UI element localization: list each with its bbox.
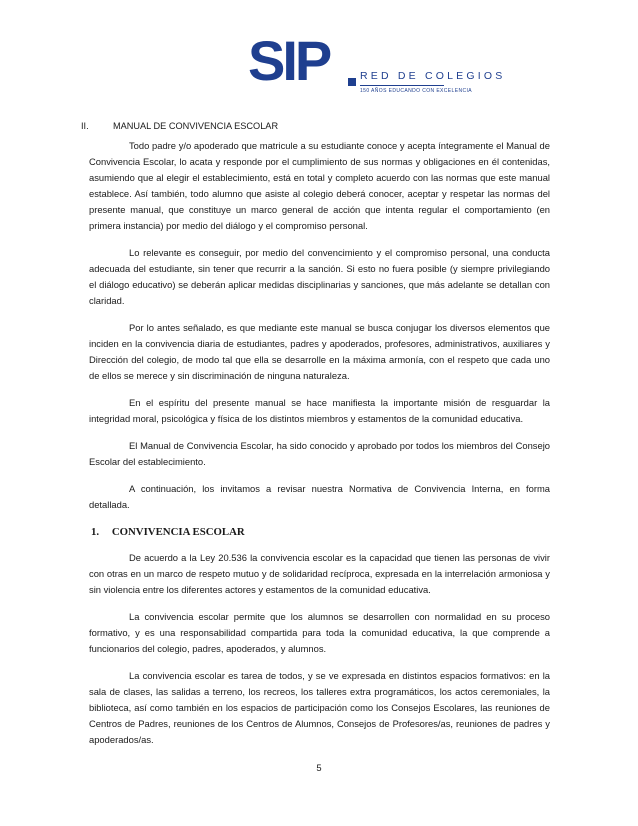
section-number: II. <box>81 121 89 131</box>
logo-dot <box>348 78 356 86</box>
document-body <box>81 118 550 759</box>
section-title: MANUAL DE CONVIVENCIA ESCOLAR <box>113 121 279 131</box>
paragraph: Por lo antes señalado, es que mediante este manual se busca conjugar los diversos elementos que inciden en la convivencia diaria de estudiantes, padres y apoderados, profesores, administrativos, auxiliares y Dirección del colegio, de modo tal que ella se desarrolle en la máxima armonía, con el respeto que cada uno de ellos se merece y sin discriminación de ninguna naturaleza. <box>89 322 550 381</box>
paragraph: Todo padre y/o apoderado que matricule a su estudiante conoce y acepta íntegramente el Manual de Convivencia Escolar, lo acata y responde por el cumplimiento de sus normas y obligaciones en él contenidas, asumiendo que al elegir el establecimiento, está en total y completo acuerdo con las normas que este manual establece. Así también, todo alumno que asiste al colegio deberá conocer, aceptar y respetar las normas del presente manual, que constituye un marco general de acción que intenta regular el comportamiento (en primera instancia) por medio del diálogo y el compromiso personal. <box>89 140 550 231</box>
paragraph: De acuerdo a la Ley 20.536 la convivencia escolar es la capacidad que tienen las personas de vivir con otras en un marco de respeto mutuo y de solidaridad recíproca, expresada en la interrelación armoniosa y sin violencia entre los diferentes actores y estamentos de la comunidad educativa. <box>89 552 550 595</box>
subsection-heading <box>91 524 550 540</box>
logo-tagline: 150 AÑOS EDUCANDO CON EXCELENCIA <box>360 88 472 94</box>
page-number: 5 <box>316 762 322 773</box>
paragraph: La convivencia escolar permite que los alumnos se desarrollen con normalidad en su proceso formativo, y es una responsabilidad compartida para toda la comunidad educativa, la que comprende a funcionarios del colegio, padres, apoderados, y alumnos. <box>89 611 550 654</box>
sip-logo <box>248 29 506 98</box>
paragraph: En el espíritu del presente manual se hace manifiesta la importante misión de resguardar la integridad moral, psicológica y física de los distintos miembros y estamentos de la comunidad educativa. <box>89 397 550 424</box>
section-heading <box>81 118 550 134</box>
paragraph: A continuación, los invitamos a revisar nuestra Normativa de Convivencia Interna, en forma detallada. <box>89 483 550 510</box>
subsection-number: 1. <box>91 526 100 538</box>
logo-rule <box>360 85 444 86</box>
logo-wordmark: SIP <box>248 29 330 92</box>
paragraph: El Manual de Convivencia Escolar, ha sido conocido y aprobado por todos los miembros del Consejo Escolar del establecimiento. <box>89 440 550 467</box>
subsection-title: CONVIVENCIA ESCOLAR <box>111 526 245 538</box>
logo-subtitle: RED DE COLEGIOS <box>360 70 506 82</box>
paragraph: Lo relevante es conseguir, por medio del convencimiento y el compromiso personal, una conducta adecuada del estudiante, sin tener que recurrir a la sanción. Si esto no fuera posible (y siempre privilegiando el diálogo educativo) se deberán aplicar medidas disciplinarias y sanciones, que más adelante se detallan con claridad. <box>89 247 550 306</box>
paragraph: La convivencia escolar es tarea de todos, y se ve expresada en distintos espacios formativos: en la sala de clases, las salidas a terreno, los recreos, los talleres extra programáticos, los actos ceremoniales, la biblioteca, así como también en los espacios de participación como los Consejos Escolares, las reuniones de Centros de Padres, reuniones de los Centros de Alumnos, Consejos de Profesores/as, reuniones de padres y apoderados/as. <box>89 670 550 745</box>
